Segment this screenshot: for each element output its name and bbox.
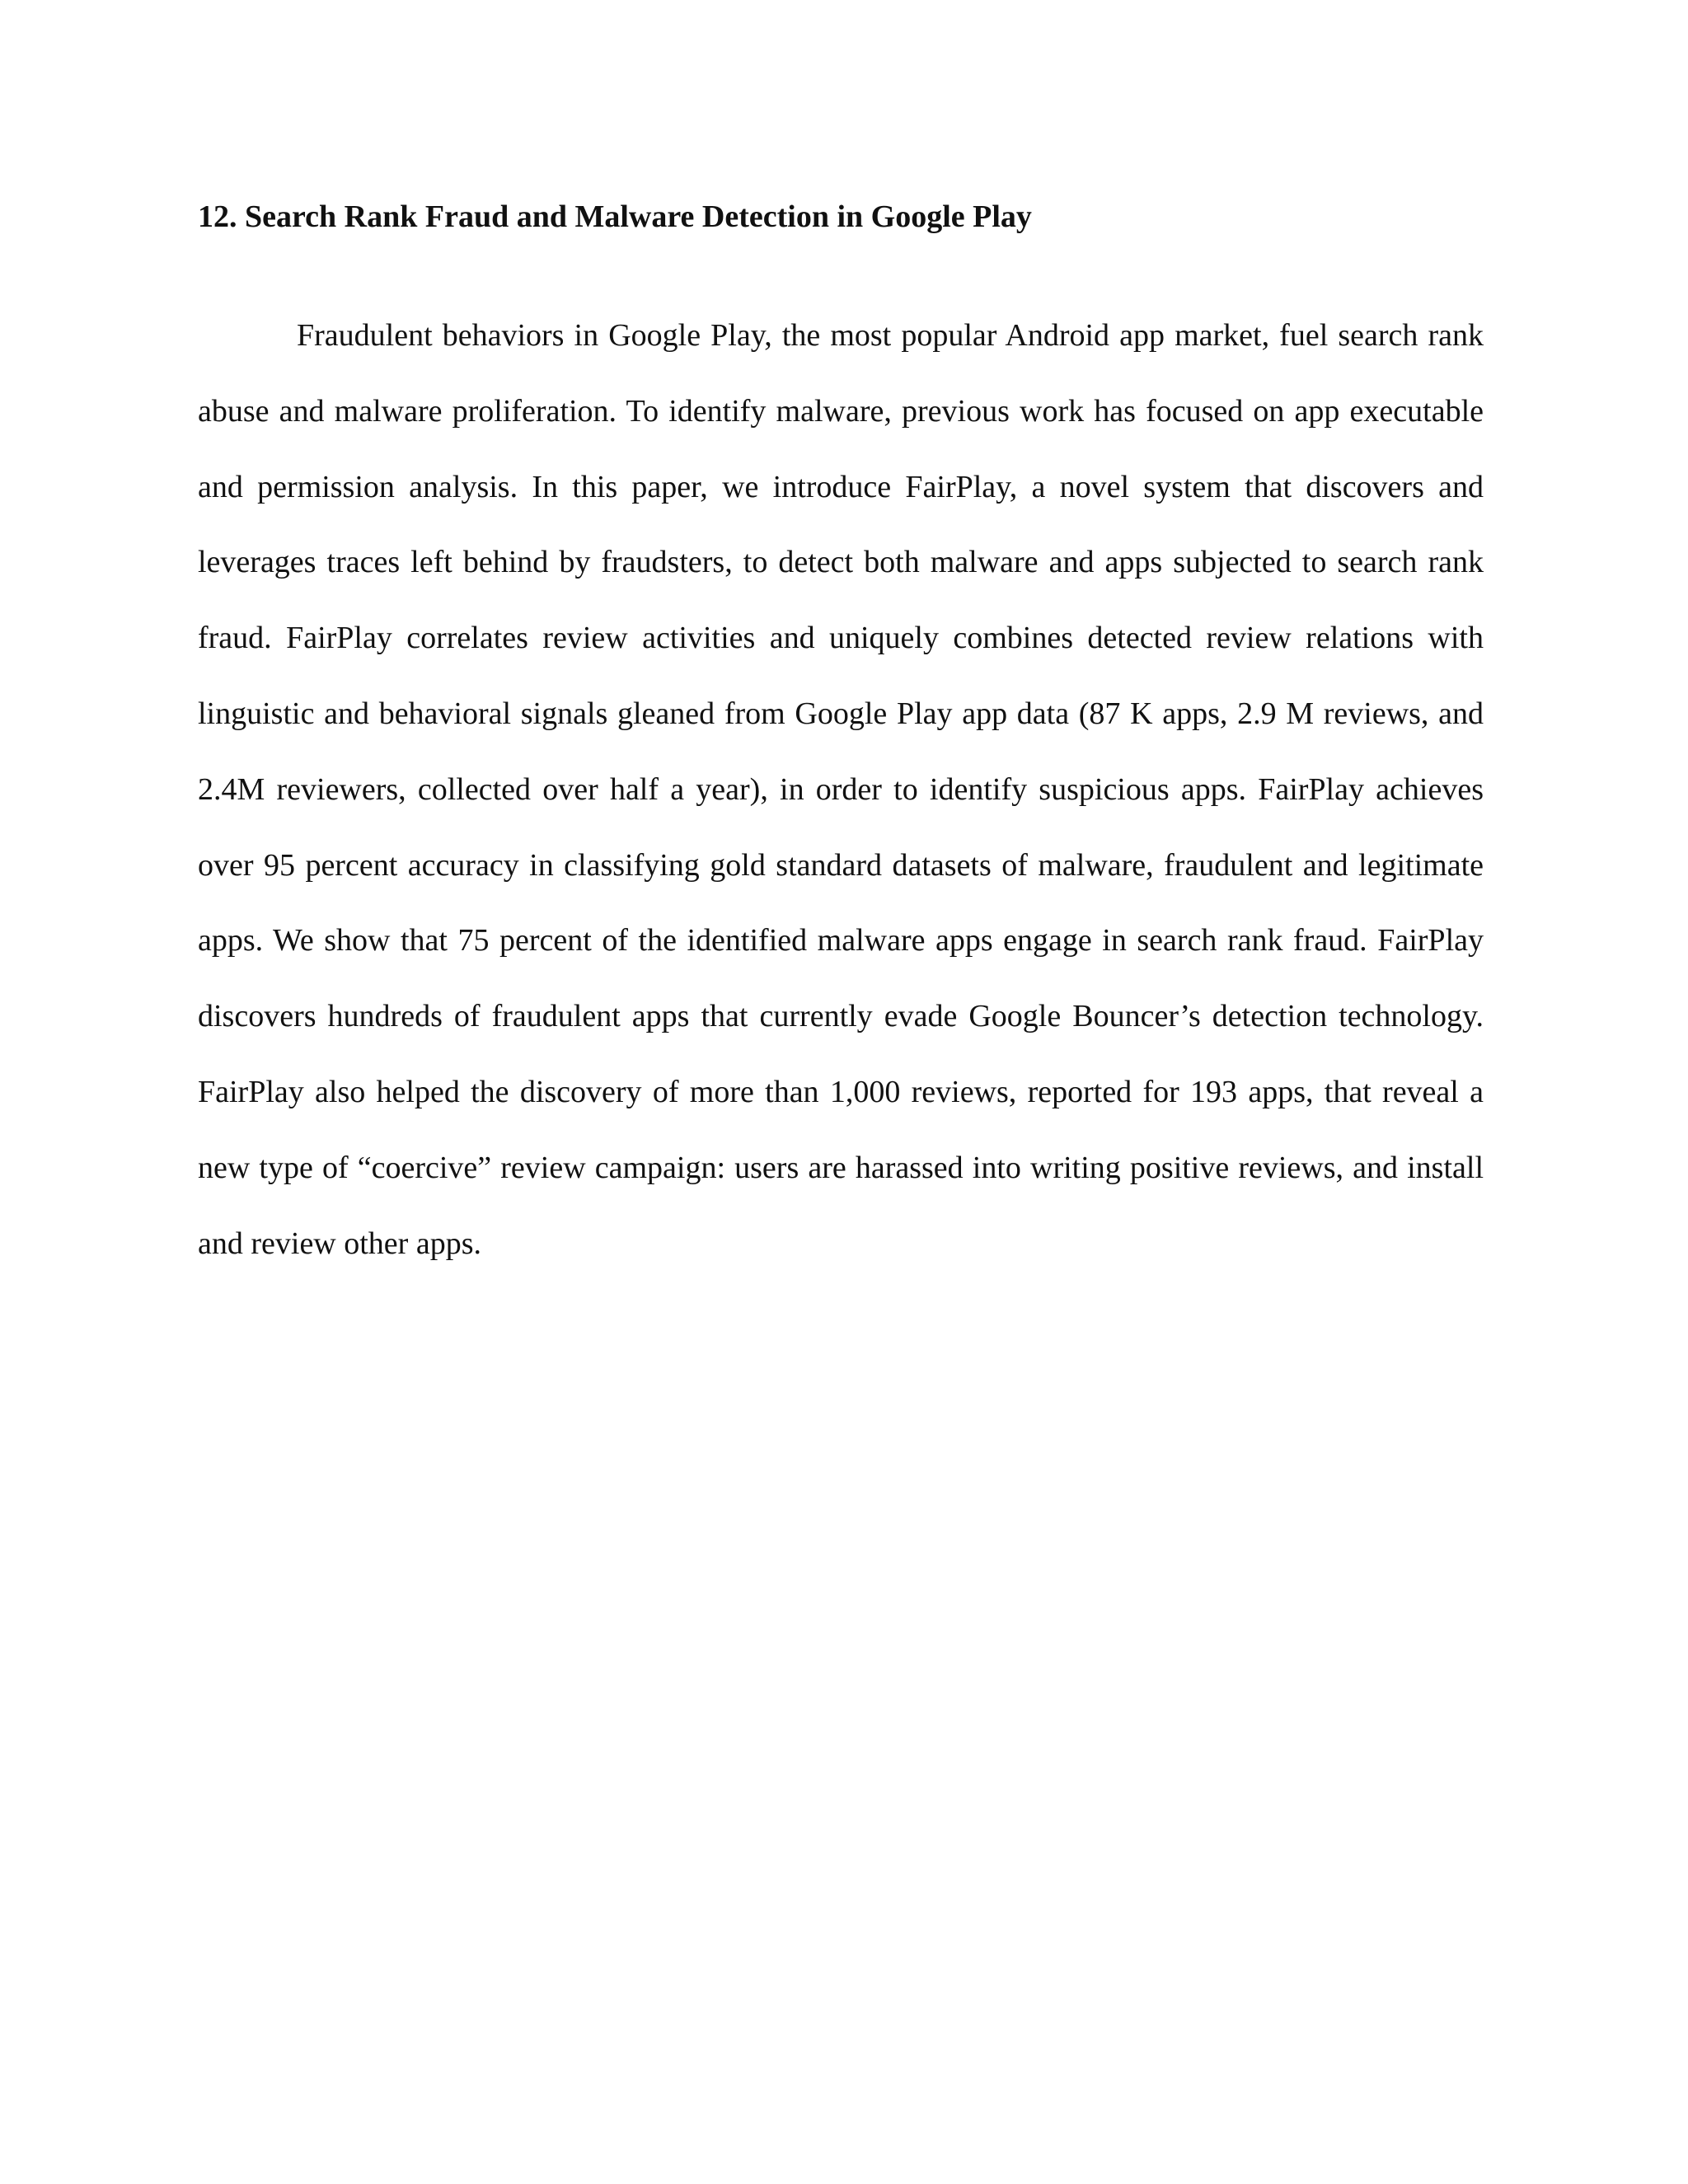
abstract-paragraph: Fraudulent behaviors in Google Play, the most popular Android app market, fuel search rank abuse and malware proliferation. To identify malware, previous work has focused on app executable and permission analysis. In this paper, we introduce FairPlay, a novel system that discovers and leverages traces left behind by fraudsters, to detect both malware and apps subjected to search rank fraud. FairPlay correlates review activities and uniquely combines detected review relations with linguistic and behavioral signals gleaned from Google Play app data (87 K apps, 2.9 M reviews, and 2.4M reviewers, collected over half a year), in order to identify suspicious apps. FairPlay achieves over 95 percent accuracy in classifying gold standard datasets of malware, fraudulent and legitimate apps. We show that 75 percent of the identified malware apps engage in search rank fraud. FairPlay discovers hundreds of fraudulent apps that currently evade Google Bouncer’s detection technology. FairPlay also helped the discovery of more than 1,000 reviews, reported for 193 apps, that reveal a new type of “coercive” review campaign: users are harassed into writing positive reviews, and install and review other apps. [198,318,1484,1261]
section-title: 12. Search Rank Fraud and Malware Detection in Google Play [198,199,1032,234]
